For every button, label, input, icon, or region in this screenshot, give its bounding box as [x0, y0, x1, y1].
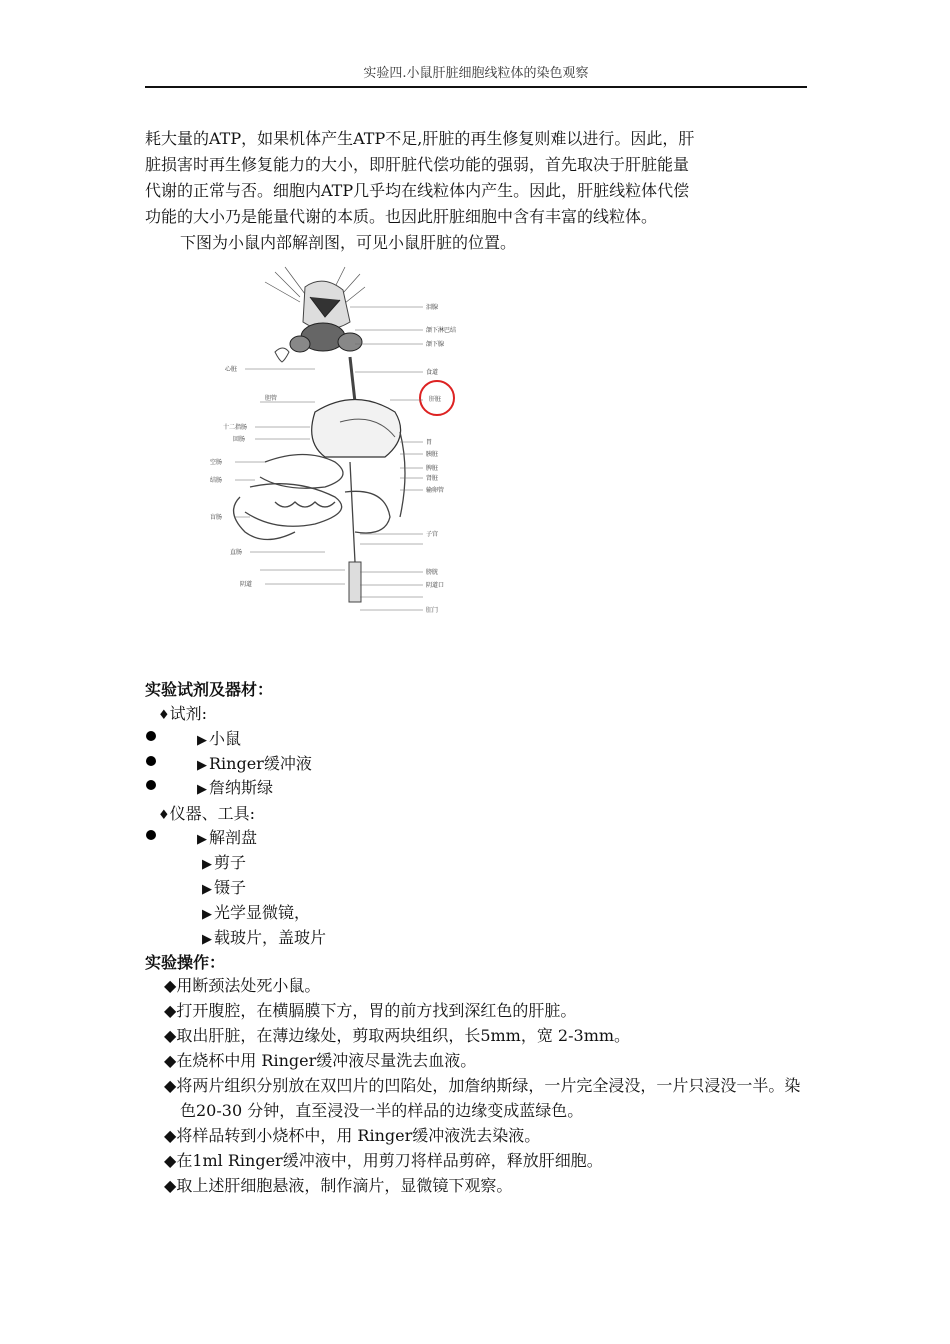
intro-line-2: 脏损害时再生修复能力的大小，即肝脏代偿功能的强弱，首先取决于肝脏能量: [145, 155, 690, 174]
diamond-icon: ◆: [164, 1076, 177, 1095]
label-vaginal-opening: 阴道口: [426, 582, 445, 589]
materials-heading: 实验试剂及器材：: [145, 680, 274, 699]
procedure-step: ◆在1ml Ringer缓冲液中，用剪刀将样品剪碎，释放肝细胞。: [164, 1151, 603, 1170]
figure-caption: 下图为小鼠内部解剖图，可见小鼠肝脏的位置。: [180, 233, 517, 252]
procedure-step: ◆将两片组织分别放在双凹片的凹陷处，加詹纳斯绿，一片完全浸没，一片只浸没一半。染色20-30 分钟，直至浸没一半的样品的边缘变成蓝绿色。: [164, 1076, 801, 1120]
reagent-item: [197, 751, 312, 774]
mouse-anatomy-diagram: [205, 262, 480, 622]
diamond-icon: ◆: [164, 1026, 177, 1045]
tool-item: [202, 875, 246, 898]
mouse-anatomy-figure: [205, 262, 480, 622]
tool-microscope: 光学显微镜，: [214, 903, 311, 922]
label-submandibular-gland: 颌下腺: [426, 341, 445, 348]
procedure-step: ◆用断颈法处死小鼠。: [164, 976, 321, 995]
tool-item: [202, 900, 310, 923]
intro-line-1: 耗大量的ATP，如果机体产生ATP不足,肝脏的再生修复则难以进行。因此，肝: [145, 129, 695, 148]
reagent-ringer: Ringer缓冲液: [209, 754, 312, 773]
procedure-step: ◆打开腹腔，在横膈膜下方，胃的前方找到深红色的肝脏。: [164, 1001, 577, 1020]
diamond-icon: ◆: [164, 1151, 177, 1170]
reagent-mouse: 小鼠: [209, 729, 242, 748]
tools-label: [158, 801, 255, 824]
label-heart: 心脏: [225, 366, 238, 373]
triangle-icon: ▶: [197, 782, 207, 797]
label-jejunum: 空肠: [210, 459, 223, 466]
reagent-janus-green: 詹纳斯绿: [209, 778, 274, 797]
label-bile-duct: 胆管: [265, 395, 278, 402]
label-oviduct: 输卵管: [426, 487, 445, 494]
bullet-icon: [146, 731, 156, 741]
procedure-step: ◆在烧杯中用 Ringer缓冲液尽量洗去血液。: [164, 1051, 477, 1070]
reagents-label: [158, 701, 207, 724]
triangle-icon: ▶: [202, 857, 212, 872]
label-vagina: 阴道: [240, 581, 253, 588]
triangle-icon: ▶: [197, 758, 207, 773]
tool-item: [202, 925, 326, 948]
label-bladder: 膀胱: [426, 569, 439, 576]
tool-dissecting-tray: 解剖盘: [209, 828, 258, 847]
intro-line-3: 代谢的正常与否。细胞内ATP几乎均在线粒体内产生。因此，肝脏线粒体代偿: [145, 181, 690, 200]
label-ileum: 回肠: [233, 436, 246, 443]
diamond-icon: ◆: [164, 976, 177, 995]
label-spleen: 脾脏: [426, 465, 439, 472]
bullet-icon: [146, 756, 156, 766]
tools-label-text: 仪器、工具:: [169, 804, 256, 823]
label-esophagus: 食道: [426, 369, 439, 376]
diamond-icon: ◆: [164, 1176, 177, 1195]
triangle-icon: ▶: [197, 832, 207, 847]
procedure-step: ◆取上述肝细胞悬液，制作滴片，显微镜下观察。: [164, 1176, 513, 1195]
reagents-label-text: 试剂:: [169, 704, 208, 723]
label-colon: 结肠: [210, 477, 223, 484]
label-uterus: 子宫: [426, 531, 439, 538]
bullet-icon: [146, 780, 156, 790]
diamond-icon: ◆: [164, 1001, 177, 1020]
tool-tweezers: 镊子: [214, 878, 247, 897]
procedure-heading: 实验操作：: [145, 953, 226, 972]
tool-item: [197, 825, 257, 848]
bullet-icon: [146, 830, 156, 840]
label-kidney: 肾脏: [426, 475, 439, 482]
label-duodenum: 十二指肠: [223, 424, 248, 431]
triangle-icon: ▶: [202, 932, 212, 947]
tool-scissors: 剪子: [214, 853, 247, 872]
page-header: [145, 62, 807, 88]
tool-item: [202, 850, 246, 873]
reagent-item: [197, 726, 241, 749]
triangle-icon: ▶: [202, 907, 212, 922]
label-lacrimal: 泪腺: [426, 304, 439, 311]
header-title: 实验四.小鼠肝脏细胞线粒体的染色观察: [363, 66, 589, 81]
diamond-icon: ◆: [164, 1051, 177, 1070]
label-rectum: 直肠: [230, 549, 243, 556]
label-liver: 肝脏: [429, 396, 442, 403]
label-stomach: 胃: [426, 439, 433, 446]
diamond-icon: ◆: [164, 1126, 177, 1145]
label-anus: 肛门: [426, 607, 439, 614]
triangle-icon: ▶: [202, 882, 212, 897]
label-submandibular-lymph: 颌下淋巴结: [426, 327, 457, 334]
diamond-icon: ♦: [158, 708, 170, 723]
triangle-icon: ▶: [197, 733, 207, 748]
label-cecum: 盲肠: [210, 514, 223, 521]
diamond-icon: ♦: [158, 808, 170, 823]
label-pancreas: 胰脏: [426, 451, 439, 458]
procedure-step: ◆取出肝脏，在薄边缘处，剪取两块组织，长5mm，宽 2-3mm。: [164, 1026, 631, 1045]
tool-slides: 载玻片，盖玻片: [214, 928, 327, 947]
intro-line-4: 功能的大小乃是能量代谢的本质。也因此肝脏细胞中含有丰富的线粒体。: [145, 207, 658, 226]
reagent-item: [197, 775, 273, 798]
procedure-step: ◆将样品转到小烧杯中，用 Ringer缓冲液洗去染液。: [164, 1126, 541, 1145]
